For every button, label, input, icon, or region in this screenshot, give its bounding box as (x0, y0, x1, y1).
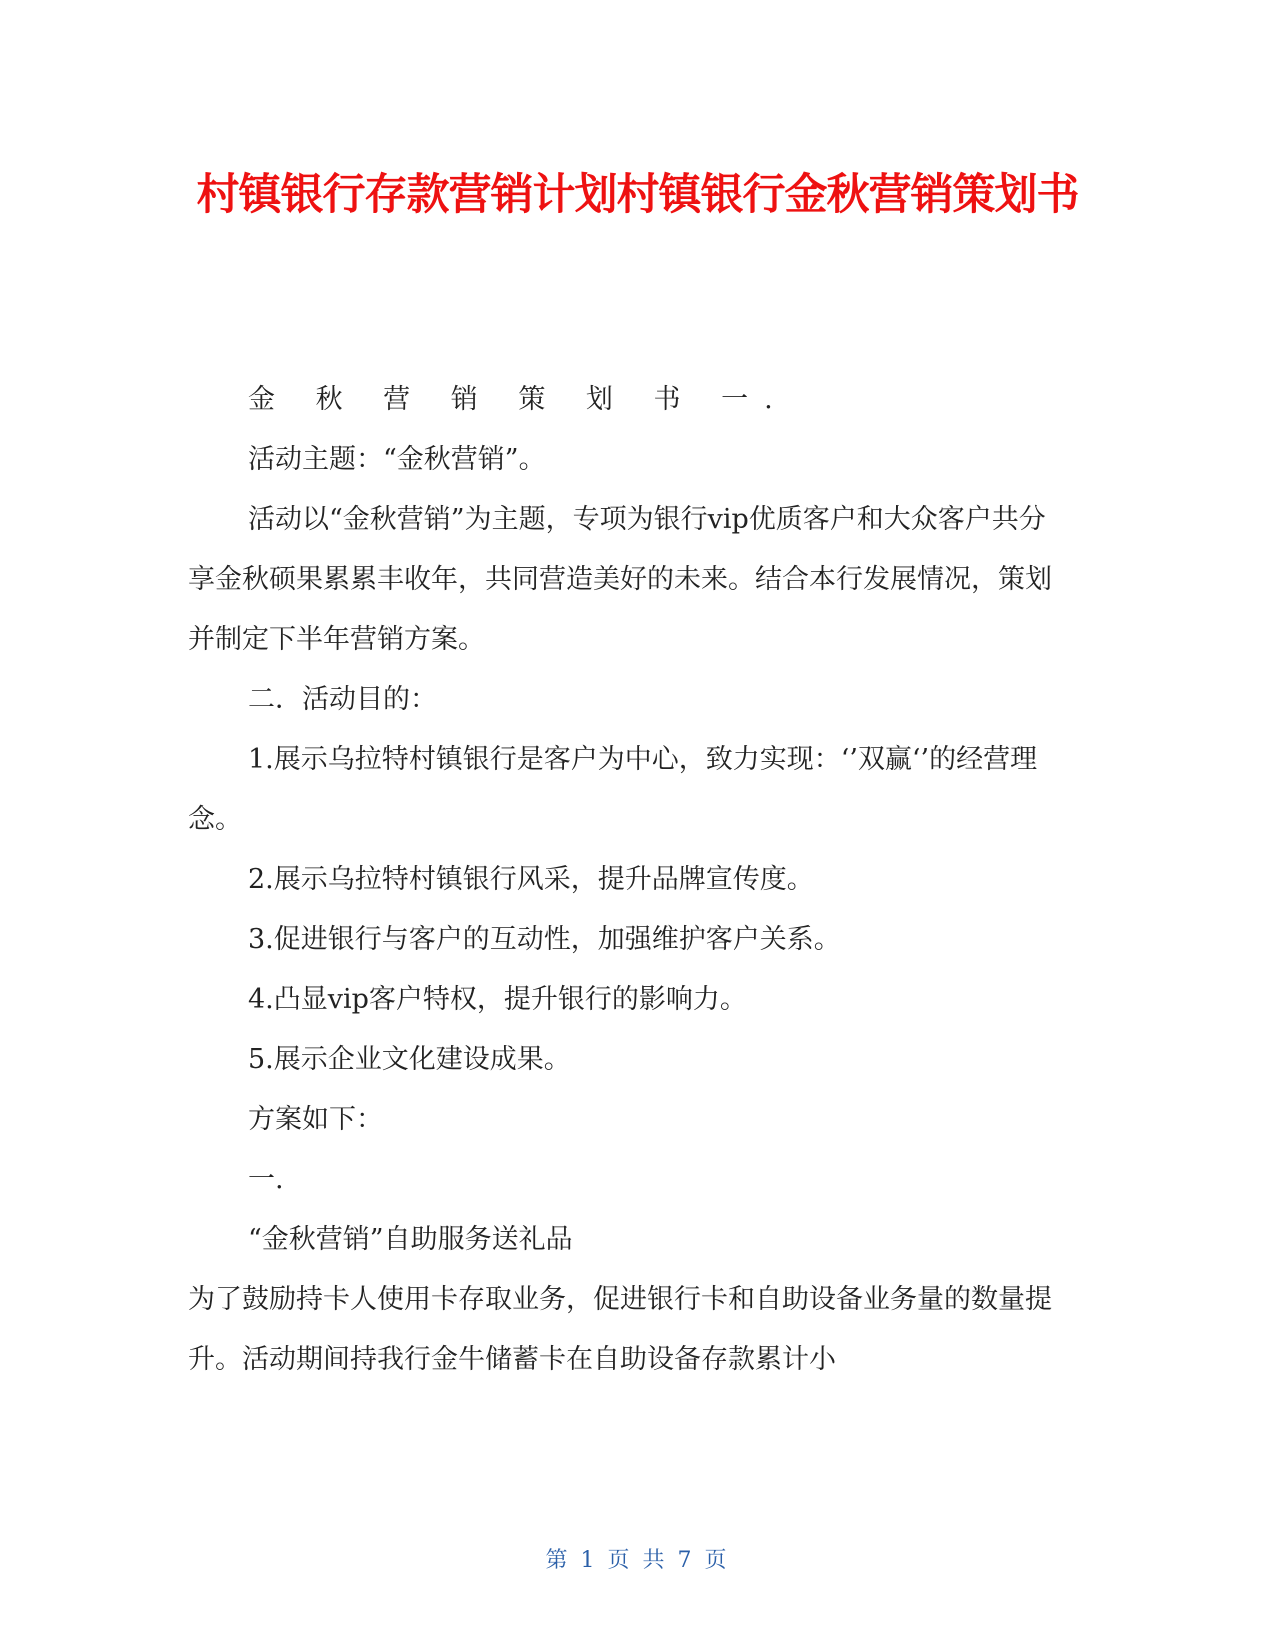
paragraph-self-service: “金秋营销”自助服务送礼品 (248, 1224, 573, 1255)
paragraph-plan-one: 一. (248, 1164, 284, 1195)
paragraph-section-two: 二．活动目的： (248, 684, 437, 715)
paragraph-goal-4: 4.凸显vip客户特权，提升银行的影响力。 (248, 984, 747, 1015)
paragraph-plan: 方案如下： (248, 1104, 383, 1135)
page-number-footer: 第 1 页 共 7 页 (545, 1548, 730, 1573)
paragraph-theme: 活动主题：“金秋营销”。 (248, 444, 546, 475)
paragraph-goal-1: 1.展示乌拉特村镇银行是客户为中心，致力实现：‘’双赢‘’的经营理念。 (188, 744, 1038, 835)
paragraph-goal-3: 3.促进银行与客户的互动性，加强维护客户关系。 (248, 924, 841, 955)
paragraph-intro: 活动以“金秋营销”为主题，专项为银行vip优质客户和大众客户共分享金秋硕果累累丰收年，共同营造美好的未来。结合本行发展情况，策划并制定下半年营销方案。 (188, 504, 1052, 655)
paragraph-heading: 金 秋 营 销 策 划 书 一. (248, 384, 789, 415)
paragraph-goal-5: 5.展示企业文化建设成果。 (248, 1044, 571, 1075)
document-title: 村镇银行存款营销计划村镇银行金秋营销策划书 (196, 170, 1079, 220)
paragraph-promotion: 为了鼓励持卡人使用卡存取业务，促进银行卡和自助设备业务量的数量提升。活动期间持我行金牛储蓄卡在自助设备存款累计小 (188, 1284, 1052, 1375)
document-body (188, 370, 1068, 1390)
paragraph-goal-2: 2.展示乌拉特村镇银行风采，提升品牌宣传度。 (248, 864, 814, 895)
